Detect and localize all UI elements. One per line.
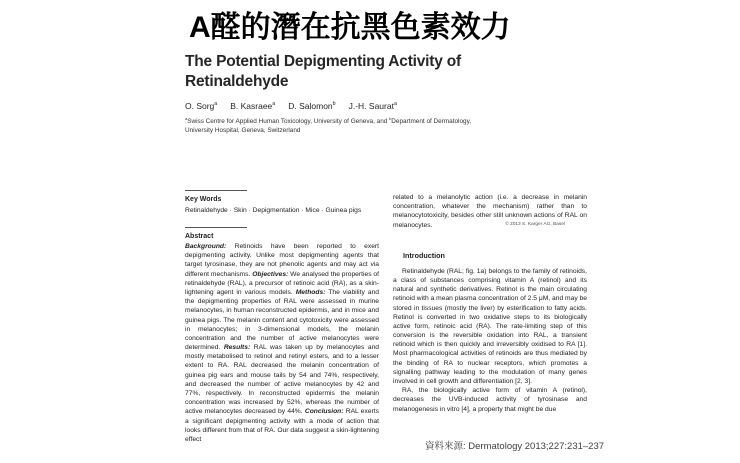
affiliation-mark: a [185, 115, 188, 121]
intro-paragraph: Retinaldehyde (RAL; fig. 1a) belongs to the family of retinoids, a class of substances comprising vitamin A (retinol) and its natural and synthetic derivatives. Retinol is the main circulating retinoid with a mean plasma concentration of 2.5 μM, and may be stored in tissues (mostly the liver) by esterification to fatty acids. Retinol is converted in two oxidative steps to its biologically active form, retinoic acid (RA). The rate-limiting step of this conversion is the reversible oxidation into RAL, a transient retinoid which is then quickly and irreversibly oxidised to RA [1]. Most pharmacological activities of retinoids are thus mediated by the binding of RA to nuclear receptors, which promotes a signalling pathway leading to the modulation of many genes involved in cell growth and differentiation [2, 3]. [393, 267, 587, 385]
author: B. Kasraee$^a$ [230, 101, 276, 111]
two-column-body [185, 190, 587, 444]
introduction-heading: Introduction [403, 250, 445, 260]
author-affiliation-mark: b [332, 101, 336, 108]
abstract-segment-label: Objectives: [252, 270, 289, 278]
abstract-continuation: related to a melanolytic action (i.e. a decrease in melanin concentration, whatever the mechanism) rather than to melanocytotoxicity, besides other still unknown actions of RAL on melanocytes. © 2013 S. Karger AG, Basel [393, 194, 587, 229]
author: D. Salomon$^b$ [288, 101, 336, 111]
affiliation: $^a$Swiss Centre for Applied Human Toxicology, University of Geneva, and $^b$Department of Dermatology, University Hospital, Geneva, Switzerland [185, 115, 472, 134]
introduction-column [393, 190, 587, 444]
abstract-column [185, 190, 379, 444]
paper-first-page [185, 52, 587, 443]
keywords-heading: Key Words [185, 196, 222, 203]
copyright-notice: © 2013 S. Karger AG, Basel [505, 222, 565, 228]
abstract-heading: Abstract [185, 232, 214, 240]
abstract-segment-label: Methods: [295, 288, 326, 296]
source-citation: 資料來源: Dermatology 2013;227:231–237 [425, 441, 605, 452]
abstract-segment-label: Conclusion: [304, 408, 344, 416]
divider [185, 190, 247, 191]
author: J.-H. Saurat$^a$ [348, 101, 397, 111]
divider [185, 227, 247, 228]
intro-paragraph: RA, the biologically active form of vitamin A (retinol), decreases the UVB-induced activity of tyrosinase and melanogenesis in vitro [4], a property that might be due [393, 387, 587, 413]
author-affiliation-mark: a [393, 101, 397, 108]
author-affiliation-mark: a [214, 101, 218, 108]
abstract-segment-label: Results: [223, 344, 251, 352]
author-line [185, 101, 587, 111]
abstract-segment-label: Background: [185, 243, 227, 250]
keywords-list: Retinaldehyde · Skin · Depigmentation · Mice · Guinea pigs [185, 206, 362, 214]
abstract-text: Background: Retinoids have been reported to exert depigmenting activity. Unlike most depigmenting agents that target tyrosinase, they are not phenolic agents and may act via different mechanisms. Objectives: We analysed the properties of retinaldehyde (RAL), a precursor of retinoic acid (RA), as a skin-lightening agent in various models. Methods: The viability and the depigmenting properties of RAL were assessed in murine melanocytes, in human reconstructed epidermis, and in mice and guinea pigs. The melanin content and cytotoxicity were assessed in melanocytes; in 3-dimensional models, the melanin concentration and the number of active melanocytes were determined. Results: RAL was taken up by melanocytes and mostly metabolised to retinol and retinyl esters, and to a lesser extent to RA. RAL decreased the melanin concentration of guinea pig ears and mouse tails by 54 and 74%, respectively, and decreased the number of active melanocytes by 42 and 77%, respectively. In reconstructed epidermis the melanin concentration was increased by 52%, whereas the number of active melanocytes decreased by 44%. Conclusion: RAL exerts a significant depigmenting activity with a mode of action that looks different from that of RA. Our data suggest a skin-lightening effect [185, 243, 380, 443]
slide-title: A醛的潛在抗黑色素效力 [189, 11, 511, 44]
author-affiliation-mark: a [272, 101, 276, 108]
author: O. Sorg$^a$ [185, 101, 218, 111]
paper-title: The Potential Depigmenting Activity of Retinaldehyde [185, 53, 462, 90]
affiliation-mark: b [389, 115, 392, 121]
